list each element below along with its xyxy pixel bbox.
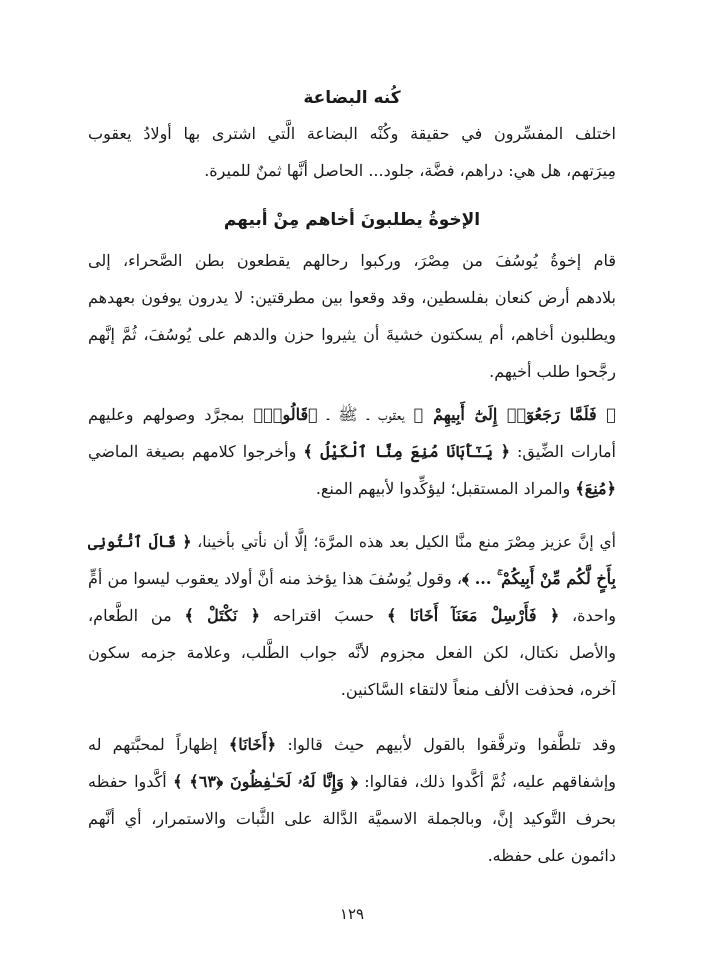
- page-number: ١٢٩: [339, 905, 365, 923]
- commentary-text: حسبَ اقتراحه: [260, 606, 387, 625]
- quran-verse: ﴿ نَكْتَلْ ﴾: [184, 606, 261, 625]
- text-line: ويطلبون أخاهم، أم يسكتون خشيةَ أن يثيروا حزن والدهم على يُوسُفَ، ثُمَّ إنَّهم: [88, 325, 616, 344]
- commentary-text: دائمون على حفظه.: [487, 846, 616, 865]
- quran-verse: ﴿ وَإِنَّا لَهُۥ لَحَـٰفِظُونَ ﴿٦٣﴾ ﴾: [173, 772, 358, 791]
- text-line: [88, 726, 616, 763]
- quran-verse: ﴿ فَلَمَّا رَجَعُوٓا۟ إِلَىٰٓ أَبِيهِمْ ﴾: [413, 405, 616, 424]
- text-line: [88, 634, 616, 671]
- text-line: قام إخوةُ يُوسُفَ من مِصْرَ، وركبوا رحالهم يقطعون بطن الصَّحراء، إلى: [88, 251, 616, 270]
- text-line: رجَّحوا طلب أخيهم.: [489, 362, 616, 381]
- quran-verse: ﴿قَالُوا۟﴾: [253, 405, 318, 424]
- text-line: اختلف المفسِّرون في حقيقة وكُنْه البضاعة الَّتي اشترى بها أولادُ يعقوب: [88, 124, 616, 143]
- paragraph-goods-nature: [88, 115, 616, 189]
- commentary-text: آخره، فحذفت الألف منعاً لالتقاء السَّاكنين.: [340, 680, 616, 699]
- commentary-text: والأصل نكتال، لكن الفعل مجزوم لأنَّه جواب الطَّلب، وعلامة جزمه سكون: [88, 643, 616, 662]
- text-line: [88, 671, 616, 708]
- paragraph-gentle-speech: [88, 726, 616, 874]
- quran-verse: ﴿مُنِعَ﴾: [575, 479, 616, 498]
- commentary-text: بمجرَّد وصولهم وعليهم: [88, 405, 254, 424]
- paragraph-return-to-father: [88, 396, 616, 507]
- commentary-text: وأخرجوا كلامهم بصيغة الماضي: [88, 442, 304, 461]
- paragraph-egypt-ruler: [88, 523, 616, 708]
- section-heading-brothers-request: الإخوةُ يطلبونَ أخاهم مِنْ أبيهم: [223, 210, 481, 230]
- text-line: مِيرَتهم، هل هي: دراهم، فضَّة، جلود... الحاصل أنَّها ثمنٌ للميرة.: [204, 161, 616, 180]
- quran-verse: ﴿ فَأَرْسِلْ مَعَنَآ أَخَانَا ﴾: [386, 606, 560, 625]
- quran-verse: ﴿ يَـٰٓأَبَانَا مُنِعَ مِنَّا ٱلْكَيْلُ ﴾: [303, 442, 510, 461]
- commentary-text: من الطَّعام،: [88, 606, 185, 625]
- quran-verse: ﴿أَخَانَا﴾: [228, 735, 277, 754]
- commentary-text: يعقوب ـ ﷺ ـ: [317, 405, 414, 424]
- text-line: [88, 396, 616, 433]
- section-heading-goods-nature: كُنه البضاعة: [303, 88, 401, 108]
- commentary-text: واحدة،: [559, 606, 616, 625]
- text-line: [88, 470, 616, 507]
- commentary-text: وقد تلطَّفوا وترفَّقوا بالقول لأبيهم حيث قالوا:: [276, 735, 616, 754]
- commentary-text: ، وقول يُوسُفَ هذا يؤخذ منه أنَّ أولاد يعقوب ليسوا من أمٍّ: [88, 569, 462, 588]
- commentary-text: بحرف التَّوكيد إنَّ، وبالجملة الاسميَّة الدَّالة على الثَّبات والاستمرار، أي أنَّهم: [88, 809, 616, 828]
- commentary-text: والمراد المستقبل؛ ليؤكِّدوا لأبيهم المنع.: [315, 479, 576, 498]
- quran-verse: ﴿ قَالَ ٱئْتُونِى: [88, 532, 192, 551]
- text-line: [88, 837, 616, 874]
- text-line: [88, 597, 616, 634]
- text-line: [88, 763, 616, 800]
- commentary-text: أي إنَّ عزيز مِصْرَ منع منَّا الكيل بعد هذه المرَّة؛ إلَّا أن نأتي بأخينا،: [191, 533, 616, 551]
- paragraph-brothers-journey: [88, 242, 616, 390]
- commentary-text: أكَّدوا حفظه: [88, 772, 174, 791]
- text-line: [88, 800, 616, 837]
- commentary-text: أمارات الضِّيق:: [509, 442, 616, 461]
- quran-verse: بِأَخٍ لَّكُم مِّنْ أَبِيكُمْ ۚ ... ﴾: [462, 569, 616, 588]
- commentary-text: وإشفاقهم عليه، ثُمَّ أكَّدوا ذلك، فقالوا:: [357, 772, 616, 791]
- text-line: [88, 433, 616, 470]
- text-line: [88, 523, 616, 560]
- text-line: [88, 560, 616, 597]
- book-page: [88, 0, 616, 973]
- commentary-text: إظهاراً لمحبَّتهم له: [88, 735, 229, 754]
- text-line: بلادهم أرض كنعان بفلسطين، وقد وقعوا بين مطرقتين: لا يدرون يوفون بعهدهم: [88, 288, 616, 307]
